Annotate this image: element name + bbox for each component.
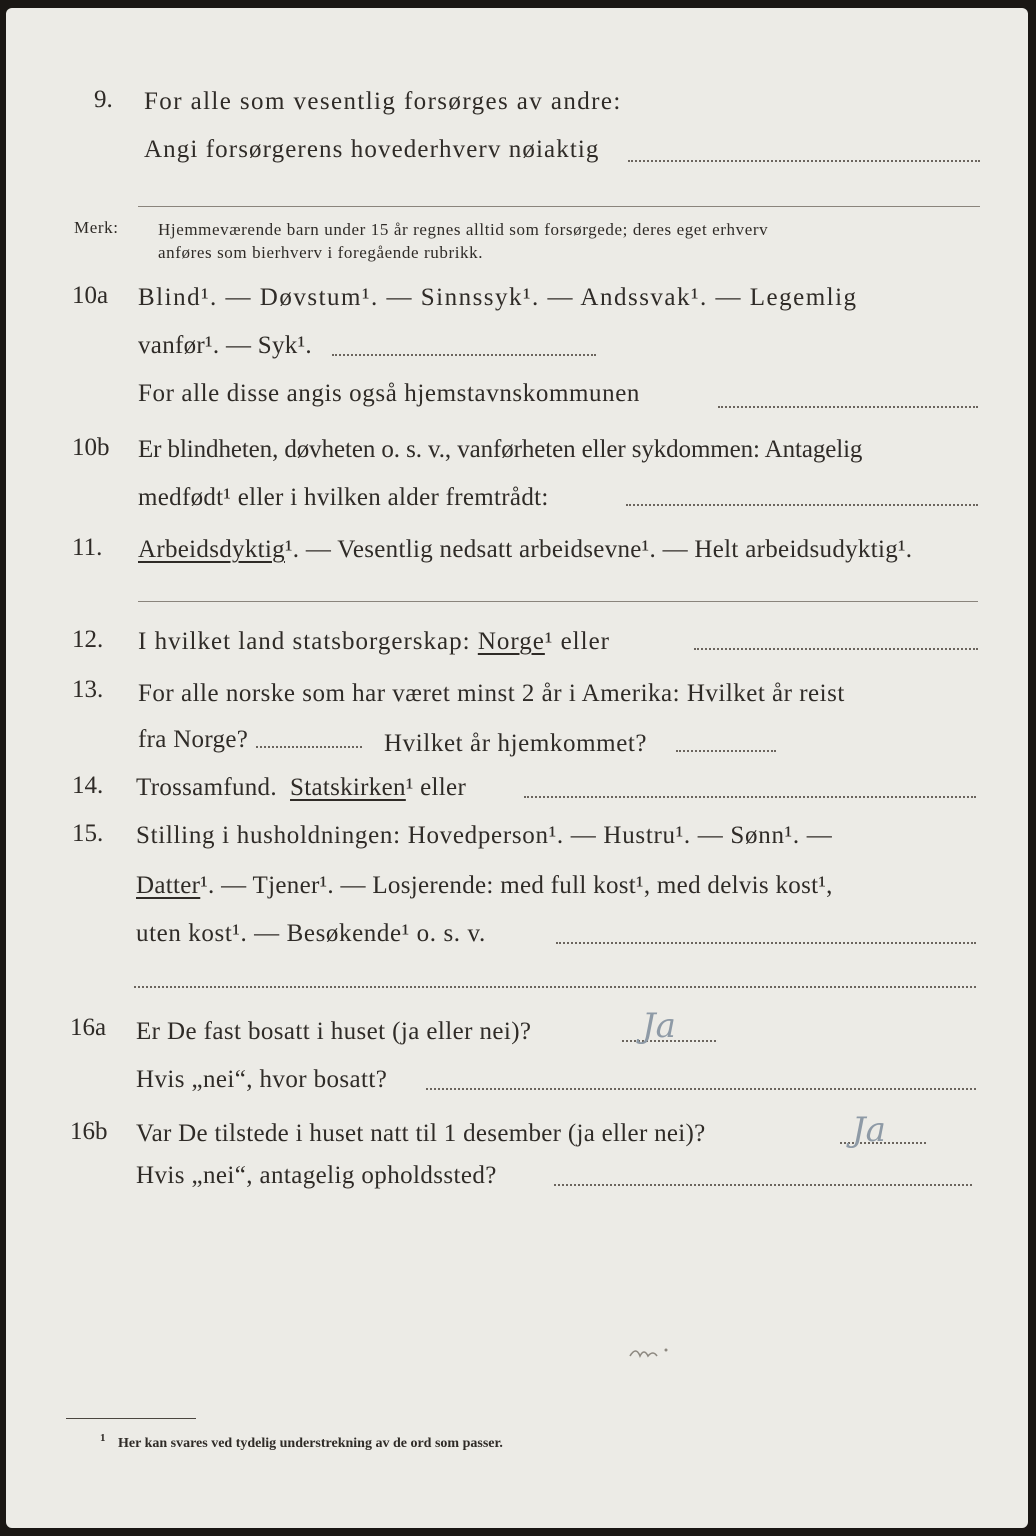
q14-number: 14. [72, 772, 104, 799]
q15-line2-wrap [136, 872, 833, 900]
q16b-handwritten-answer: Ja [852, 1110, 886, 1150]
q10a-number: 10a [72, 282, 109, 309]
footnote-text: Her kan svares ved tydelig understrekning av de ord som passer. [118, 1436, 503, 1451]
q9-extra-line[interactable] [138, 206, 980, 207]
q10a-answer-line[interactable] [332, 354, 596, 356]
q16a-residence-line[interactable] [426, 1088, 976, 1090]
q13-part1: fra Norge? [138, 726, 249, 753]
q15-line2: ¹. — Tjener¹. — Losjerende: med full kost¹, med delvis kost¹, [200, 872, 833, 899]
q12-text [138, 628, 610, 656]
q10a-line3: For alle disse angis også hjemstavnskommunen [138, 380, 641, 407]
q13-part2: Hvilket år hjemkommet? [384, 730, 648, 757]
q14-or: ¹ eller [405, 774, 467, 801]
q16b-line1: Var De tilstede i huset natt til 1 desember (ja eller nei)? [136, 1120, 706, 1147]
footnote-mark: 1 [100, 1432, 106, 1444]
q11-options: ¹. — Vesentlig nedsatt arbeidsevne¹. — Helt arbeidsudyktig¹. [284, 536, 913, 563]
q12-answer-line[interactable] [694, 648, 978, 650]
footnote-divider [66, 1418, 196, 1419]
q14-answer-line[interactable] [524, 796, 976, 798]
q9-line1: For alle som vesentlig forsørges av andre: [144, 88, 622, 115]
q9-number: 9. [94, 86, 113, 113]
q12-answer-underlined: Norge [477, 628, 545, 655]
q10a-line1: Blind¹. — Døvstum¹. — Sinnssyk¹. — Andssvak¹. — Legemlig [138, 284, 858, 311]
q12-or: ¹ eller [544, 628, 610, 655]
q16b-location-line[interactable] [554, 1184, 972, 1186]
q10b-answer-line[interactable] [626, 504, 978, 506]
q16a-number: 16a [70, 1014, 107, 1041]
q15-line3: uten kost¹. — Besøkende¹ o. s. v. [136, 920, 486, 947]
q16a-line2: Hvis „nei“, hvor bosatt? [136, 1066, 388, 1093]
q16a-handwritten-answer: Ja [642, 1006, 676, 1046]
census-form-page [6, 8, 1028, 1528]
q16b-line2: Hvis „nei“, antagelig opholdssted? [136, 1162, 497, 1189]
q16b-number: 16b [70, 1118, 108, 1145]
q11-text [138, 536, 912, 564]
q12-number: 12. [72, 626, 104, 653]
q14-answer-underlined: Statskirken [290, 774, 406, 801]
q10b-line2: medfødt¹ eller i hvilken alder fremtrådt: [138, 484, 549, 511]
merk-line1: Hjemmeværende barn under 15 år regnes alltid som forsørgede; deres eget erhverv [158, 220, 769, 239]
q11-answer-underlined: Arbeidsdyktig [138, 536, 285, 563]
q9-line2: Angi forsørgerens hovederhverv nøiaktig [144, 136, 600, 163]
q15-extra-line[interactable] [134, 986, 976, 988]
pencil-mark [626, 1338, 676, 1364]
q15-answer-underlined: Datter [136, 872, 201, 899]
q13-year-returned-line[interactable] [676, 750, 776, 752]
q10b-line1: Er blindheten, døvheten o. s. v., vanførheten eller sykdommen: Antagelig [138, 436, 863, 463]
q13-line1: For alle norske som har været minst 2 år i Amerika: Hvilket år reist [138, 680, 845, 707]
q13-number: 13. [72, 676, 104, 703]
q15-line1: Stilling i husholdningen: Hovedperson¹. — Hustru¹. — Sønn¹. — [136, 822, 833, 849]
q14-question: Trossamfund. [136, 774, 277, 801]
q9-answer-line[interactable] [628, 160, 980, 162]
q10a-municipality-line[interactable] [718, 406, 978, 408]
merk-label: Merk: [74, 218, 119, 237]
q10a-line2: vanfør¹. — Syk¹. [138, 332, 312, 359]
q16a-line1: Er De fast bosatt i huset (ja eller nei)? [136, 1018, 532, 1045]
q10b-number: 10b [72, 434, 110, 461]
merk-line2: anføres som bierhverv i foregående rubrikk. [158, 243, 484, 262]
q11-number: 11. [72, 534, 103, 561]
q13-year-left-line[interactable] [256, 746, 362, 748]
q11-extra-line[interactable] [138, 601, 978, 602]
q15-answer-line[interactable] [556, 942, 976, 944]
q12-question: I hvilket land statsborgerskap: [138, 628, 471, 655]
q14-text [136, 774, 466, 802]
q15-number: 15. [72, 820, 104, 847]
